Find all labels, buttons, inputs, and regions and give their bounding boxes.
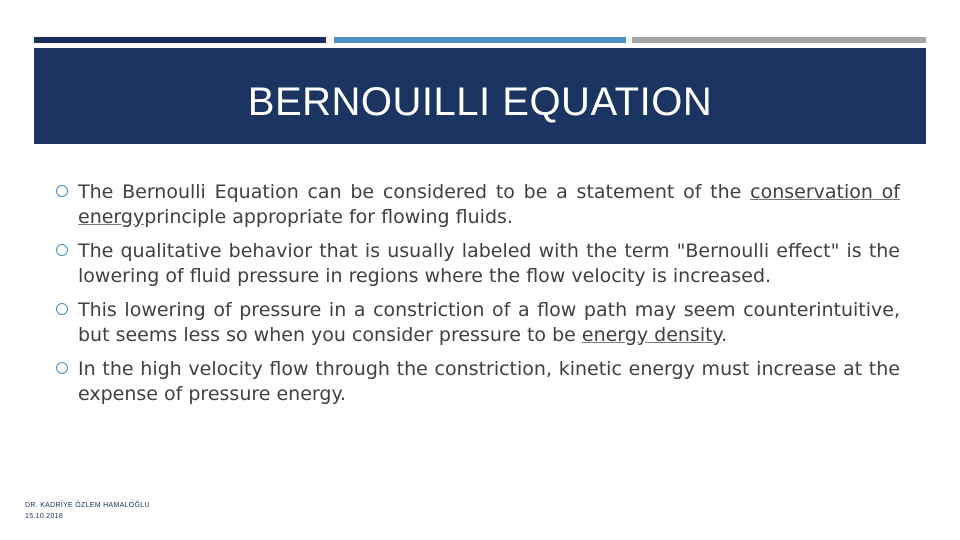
circle-bullet-icon	[56, 185, 68, 197]
circle-bullet-icon	[56, 303, 68, 315]
accent-bar-blue	[334, 37, 626, 43]
circle-bullet-icon	[56, 362, 68, 374]
accent-bar-dark	[34, 37, 326, 43]
slide-title: BERNOUILLI EQUATION	[247, 80, 713, 124]
footer-author: DR. KADRİYE ÖZLEM HAMALOĞLU	[25, 502, 150, 509]
footer	[25, 500, 150, 522]
bullet-item-3	[58, 298, 900, 347]
bullet-item-1	[58, 180, 900, 229]
bullet-text: This lowering of pressure in a constriction of a flow path may seem counterintuitive, but seems less so when you consider pressure to be	[78, 299, 900, 346]
bullet-list	[58, 180, 900, 416]
conservation-of-energy-link[interactable]: conservation of energy	[78, 181, 900, 228]
energy-density-link[interactable]: energy density	[581, 323, 722, 346]
bullet-text: In the high velocity flow through the constriction, kinetic energy must increase at the expense of pressure energy.	[78, 358, 900, 405]
bullet-text: .	[721, 323, 728, 346]
bullet-text: principle appropriate for flowing fluids.	[144, 205, 513, 228]
circle-bullet-icon	[56, 244, 68, 256]
footer-date: 15.10.2018	[25, 513, 64, 520]
bullet-text: The Bernoulli Equation can be considered to be a statement of the	[78, 181, 751, 203]
accent-bar-gray	[632, 37, 926, 43]
bullet-text: The qualitative behavior that is usually labeled with the term "Bernoulli effect" is the lowering of fluid pressure in regions where the flow velocity is increased.	[78, 240, 900, 287]
bullet-item-2	[58, 239, 900, 288]
bullet-item-4	[58, 357, 900, 406]
